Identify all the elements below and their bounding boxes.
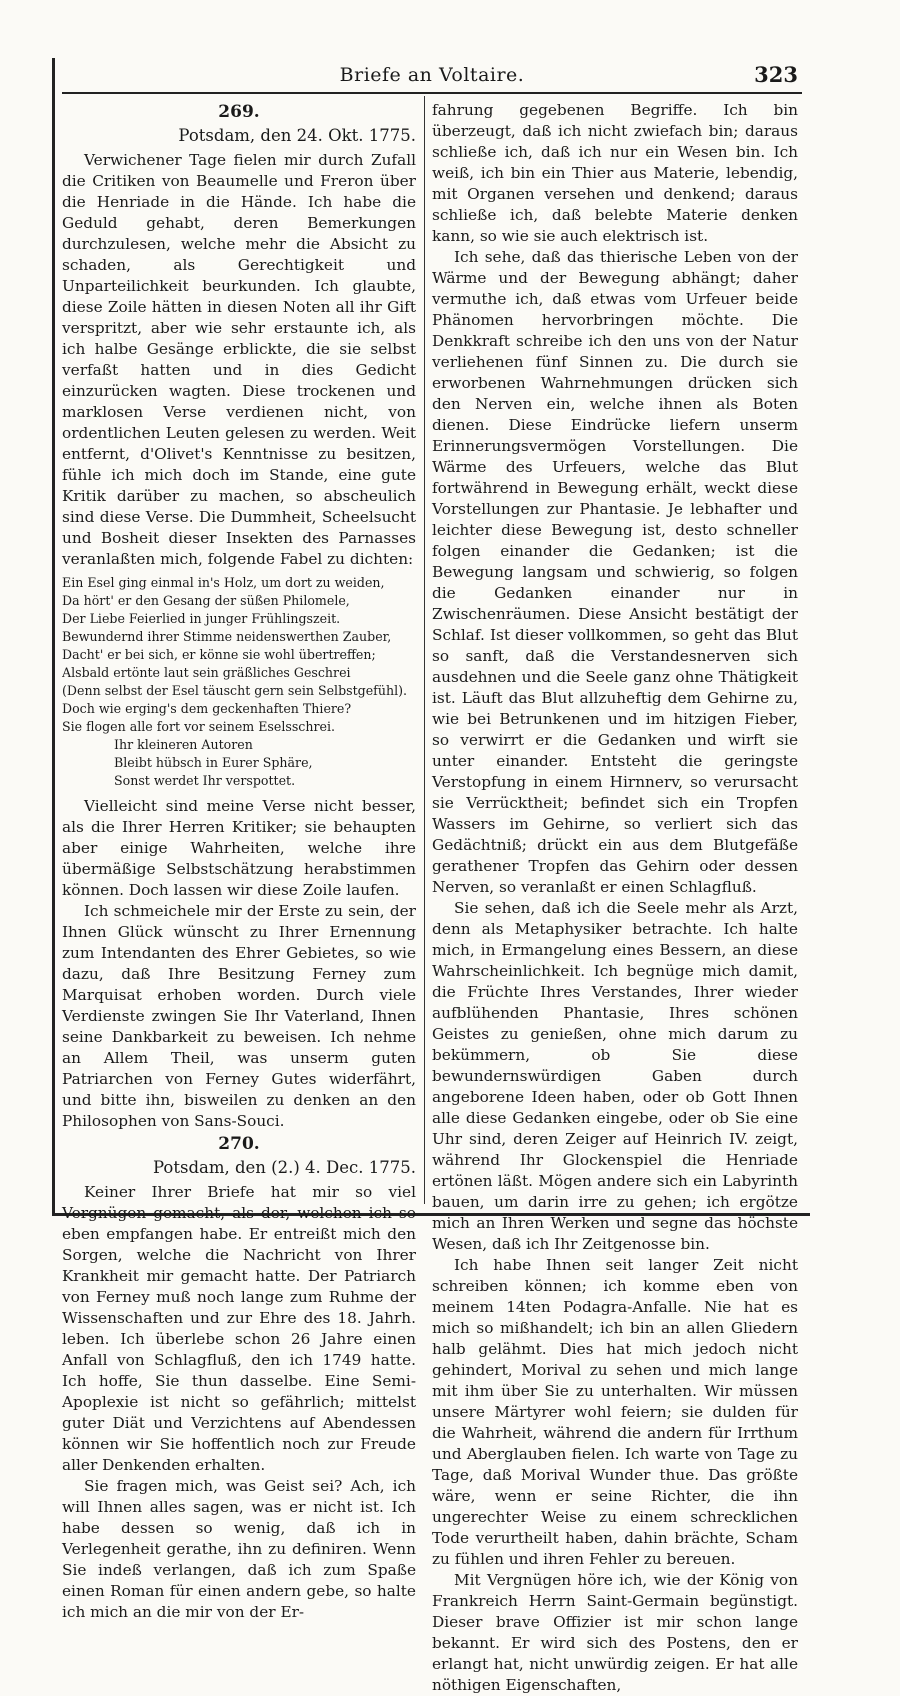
poem-coda-line: Ihr kleineren Autoren [114,737,253,752]
paragraph: Vielleicht sind meine Verse nicht besser, als die Ihrer Herren Kritiker; sie behaupten aber einige Wahrheiten, welche ihre übermäßige Selbstschätzung herabstimmen können. Doch lassen wir diese Zoile laufen. [62,797,416,899]
right-column [432,100,798,1696]
page-frame-left-rule [52,58,55,1216]
poem-line: Der Liebe Feierlied in junger Frühlingszeit. [62,611,341,626]
paragraph: Mit Vergnügen höre ich, wie der König von Frankreich Herrn Saint-Germain begünstigt. Dieser brave Offizier ist mir schon lange bekannt. Er wird sich des Postens, den er erlangt hat, nicht unwürdig zeigen. Er hat alle nöthigen Eigenschaften, [432,1571,798,1694]
paragraph: Keiner Ihrer Briefe hat mir so viel Vergnügen gemacht, als der, welchen ich so eben empfangen habe. Er entreißt mich den Sorgen, welche die Nachricht von Ihrer Krankheit mir gemacht hatte. Der Patriarch von Ferney muß noch lange zum Ruhme der Wissenschaften und zur Ehre des 18. Jahrh. leben. Ich überlebe schon 26 Jahre einen Anfall von Schlagfluß, den ich 1749 hatte. Ich hoffe, Sie thun dasselbe. Eine Semi-Apoplexie ist nicht so gefährlich; mittelst guter Diät und Verzichtens auf Abendessen können wir Sie hoffentlich noch zur Freude aller Denkenden erhalten. [62,1183,416,1474]
left-column [62,100,416,1623]
poem-line: Alsbald ertönte laut sein gräßliches Geschrei [62,665,351,680]
letter-dateline: Potsdam, den 24. Okt. 1775. [178,126,416,145]
poem-line: Ein Esel ging einmal in's Holz, um dort zu weiden, [62,575,385,590]
poem-line: Bewundernd ihrer Stimme neidenswerthen Zauber, [62,629,392,644]
paragraph: Ich schmeichele mir der Erste zu sein, der Ihnen Glück wünscht zu Ihrer Ernennung zum Intendanten des Ehrer Gebietes, so wie dazu, daß Ihre Besitzung Ferney zum Marquisat erhoben worden. Durch viele Verdienste zwingen Sie Ihr Vaterland, Ihnen seine Dankbarkeit zu beweisen. Ich nehme an Allem Theil, was unserm guten Patriarchen von Ferney Gutes widerfährt, und bitte ihn, bisweilen zu denken an den Philosophen von Sans-Souci. [62,902,416,1130]
paragraph: Sie fragen mich, was Geist sei? Ach, ich will Ihnen alles sagen, was er nicht ist. Ich habe dessen so wenig, daß ich in Verlegenheit gerathe, ihn zu definiren. Wenn Sie indeß verlangen, daß ich zum Spaße einen Roman für einen andern gebe, so halte ich mich an die mir von der Er- [62,1477,416,1621]
poem-coda-line: Sonst werdet Ihr verspottet. [114,773,296,788]
paragraph: Ich habe Ihnen seit langer Zeit nicht schreiben können; ich komme eben von meinem 14ten Podagra-Anfalle. Nie hat es mich so mißhandelt; ich bin an allen Gliedern halb gelähmt. Dies hat mich jedoch nicht gehindert, Morival zu sehen und mich lange mit ihm über Sie zu unterhalten. Wir müssen unsere Märtyrer wohl feiern; sie dulden für die Wahrheit, während die andern für Irrthum und Aberglauben fielen. Ich warte von Tage zu Tage, daß Morival Wunder thue. Das größte wäre, wenn er seine Richter, die ihn ungerechter Weise zu einem schrecklichen Tode verurtheilt haben, dahin brächte, Scham zu fühlen und ihren Fehler zu bereuen. [432,1256,798,1568]
poem-line: Dacht' er bei sich, er könne sie wohl übertreffen; [62,647,376,662]
poem-coda-line: Bleibt hübsch in Eurer Sphäre, [114,755,313,770]
running-title: Briefe an Voltaire. [339,64,525,86]
letter-number: 270. [218,1134,260,1154]
fable-poem [62,574,416,790]
poem-line: (Denn selbst der Esel täuscht gern sein Selbstgefühl). [62,683,408,698]
letter-dateline: Potsdam, den (2.) 4. Dec. 1775. [152,1158,416,1177]
poem-line: Sie flogen alle fort vor seinem Eselsschrei. [62,719,335,734]
poem-line: Da hört' er den Gesang der süßen Philomele, [62,593,350,608]
letter-number: 269. [218,102,260,122]
column-divider [424,96,425,1204]
paragraph: Ich sehe, daß das thierische Leben von der Wärme und der Bewegung abhängt; daher vermuthe ich, daß etwas vom Urfeuer beide Phänomen hervorbringen möchte. Die Denkkraft schreibe ich den uns von der Natur verliehenen fünf Sinnen zu. Die durch sie erworbenen Wahrnehmungen drücken sich den Nerven ein, welche ihnen als Boten dienen. Diese Eindrücke liefern unserm Erinnerungsvermögen Vorstellungen. Die Wärme des Urfeuers, welche das Blut fortwährend in Bewegung erhält, weckt diese Vorstellungen zur Phantasie. Je lebhafter und leichter diese Bewegung ist, desto schneller folgen einander die Gedanken; ist die Bewegung langsam und schwierig, so folgen die Gedanken einander nur in Zwischenräumen. Diese Ansicht bestätigt der Schlaf. Ist dieser vollkommen, so geht das Blut so sanft, daß die Verstandesnerven sich ausdehnen und die Seele ganz ohne Thätigkeit ist. Läuft das Blut allzuheftig dem Gehirne zu, wie bei Betrunkenen und im hitzigen Fieber, so verwirrt er die Gedanken und wirft sie unter einander. Entsteht die geringste Verstopfung in einem Hirnnerv, so verursacht sie Verrücktheit; befindet sich ein Tropfen Wassers im Gehirne, so verliert sich das Gedächtniß; drückt ein aus dem Blutgefäße gerathener Tropfen das Gehirn oder dessen Nerven, so veranlaßt er einen Schlagfluß. [432,248,798,896]
running-header [62,58,802,94]
page-number: 323 [754,62,798,87]
poem-line: Doch wie erging's dem geckenhaften Thiere? [62,701,352,716]
paragraph: Verwichener Tage fielen mir durch Zufall die Critiken von Beaumelle und Freron über die Henriade in die Hände. Ich habe die Geduld gehabt, deren Bemerkungen durchzulesen, welche mehr die Absicht zu schaden, als Gerechtigkeit und Unparteilichkeit beurkunden. Ich glaubte, diese Zoile hätten in diesen Noten all ihr Gift verspritzt, aber wie sehr erstaunte ich, als ich halbe Gesänge erblickte, die sie selbst verfaßt hatten und in dies Gedicht einzurücken wagten. Diese trockenen und marklosen Verse verdienen nicht, von ordentlichen Leuten gelesen zu werden. Weit entfernt, d'Olivet's Kenntnisse zu besitzen, fühle ich mich doch im Stande, eine gute Kritik darüber zu machen, so abscheulich sind diese Verse. Die Dummheit, Scheelsucht und Bosheit dieser Insekten des Parnasses veranlaßten mich, folgende Fabel zu dichten: [62,151,416,568]
paragraph: Sie sehen, daß ich die Seele mehr als Arzt, denn als Metaphysiker betrachte. Ich halte mich, in Ermangelung eines Bessern, an diese Wahrscheinlichkeit. Ich begnüge mich damit, die Früchte Ihres Verstandes, Ihrer wieder aufblühenden Phantasie, Ihres schönen Geistes zu genießen, ohne mich darum zu bekümmern, ob Sie diese bewundernswürdigen Gaben durch angeborene Ideen haben, oder ob Gott Ihnen alle diese Gedanken eingebe, oder ob Sie eine Uhr sind, deren Zeiger auf Heinrich IV. zeigt, während Ihr Glockenspiel die Henriade ertönen läßt. Mögen andere sich ein Labyrinth bauen, um darin irre zu gehen; ich ergötze mich an Ihren Werken und segne das höchste Wesen, daß ich Ihr Zeitgenosse bin. [432,899,798,1253]
paragraph: fahrung gegebenen Begriffe. Ich bin überzeugt, daß ich nicht zwiefach bin; daraus schließe ich, daß ich nur ein Wesen bin. Ich weiß, ich bin ein Thier aus Materie, lebendig, mit Organen versehen und denkend; daraus schließe ich, daß belebte Materie denken kann, so wie sie auch elektrisch ist. [432,101,798,245]
